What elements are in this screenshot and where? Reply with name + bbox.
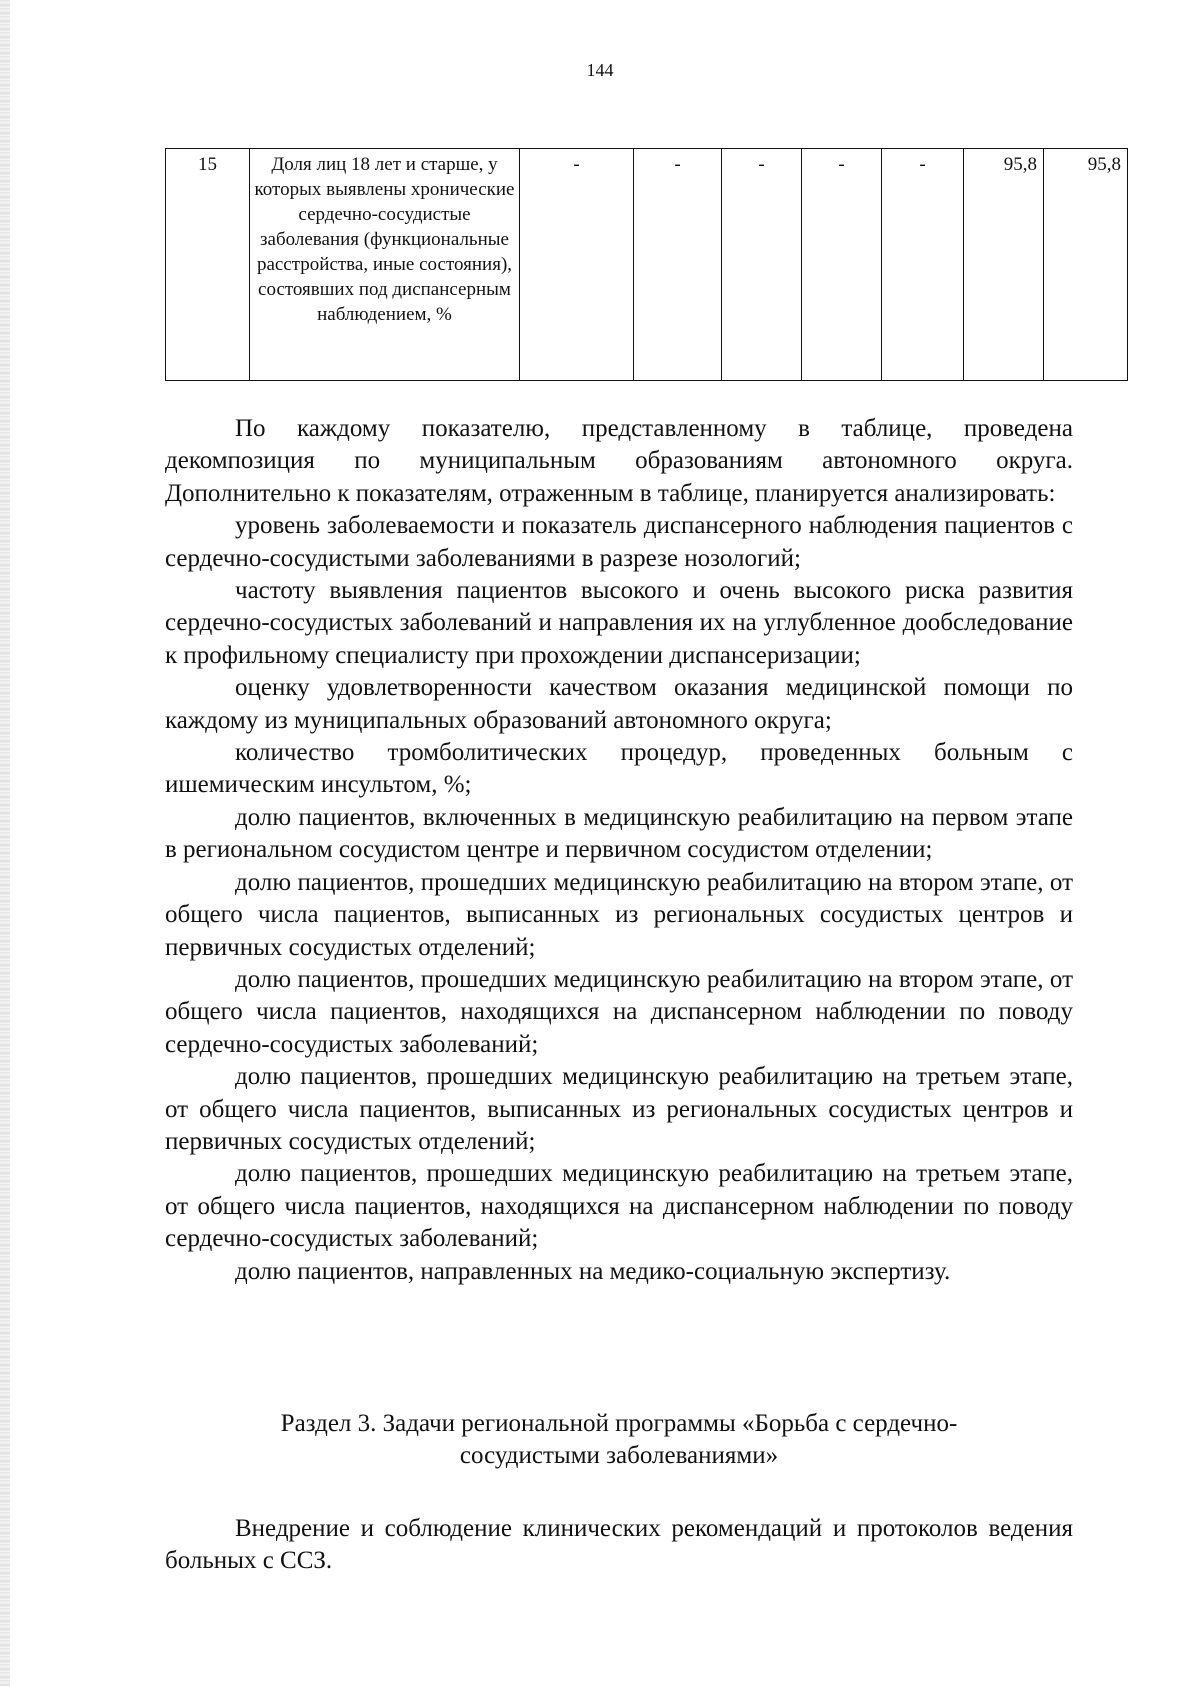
paragraph: долю пациентов, прошедших медицинскую реабилитацию на втором этапе, от общего числа пациентов, находящихся на диспансерном наблюдении по поводу сердечно-сосудистых заболеваний; bbox=[165, 965, 1073, 1058]
indicator-name-cell: Доля лиц 18 лет и старше, у которых выявлены хронические сердечно-сосудистые заболевания (функциональные расстройства, иные состояния), состоявших под диспансерным наблюдением, % bbox=[250, 149, 520, 381]
section-heading-line: Раздел 3. Задачи региональной программы «Борьба с сердечно- bbox=[280, 1410, 958, 1437]
paragraph: По каждому показателю, представленному в таблице, проведена декомпозиция по муниципальным образованиям автономного округа. Дополнительно к показателям, отраженным в таблице, планируется анализировать: bbox=[165, 415, 1073, 507]
row-number-cell: 15 bbox=[166, 149, 250, 381]
scan-edge-artifact bbox=[0, 0, 10, 1686]
value-cell: - bbox=[722, 149, 802, 381]
value-cell: 95,8 bbox=[1044, 149, 1128, 381]
paragraph: долю пациентов, прошедших медицинскую реабилитацию на третьем этапе, от общего числа пациентов, выписанных из региональных сосудистых центров и первичных сосудистых отделений; bbox=[165, 1063, 1073, 1155]
page-number: 144 bbox=[586, 60, 614, 80]
value-cell: - bbox=[634, 149, 722, 381]
table-row bbox=[166, 149, 1128, 381]
paragraph: Внедрение и соблюдение клинических рекомендаций и протоколов ведения больных с ССЗ. bbox=[165, 1515, 1073, 1575]
value-cell: - bbox=[882, 149, 964, 381]
value-cell: - bbox=[802, 149, 882, 381]
paragraph: частоту выявления пациентов высокого и очень высокого риска развития сердечно-сосудистых заболеваний и направления их на углубленное дообследование к профильному специалисту при прохождении диспансеризации; bbox=[165, 577, 1073, 669]
paragraph: долю пациентов, включенных в медицинскую реабилитацию на первом этапе в региональном сосудистом центре и первичном сосудистом отделении; bbox=[165, 803, 1073, 864]
value-cell: - bbox=[520, 149, 634, 381]
indicator-table bbox=[165, 148, 1128, 381]
paragraph: долю пациентов, прошедших медицинскую реабилитацию на втором этапе, от общего числа пациентов, выписанных из региональных сосудистых центров и первичных сосудистых отделений; bbox=[165, 868, 1073, 961]
body-text bbox=[165, 413, 1073, 1288]
paragraph: долю пациентов, направленных на медико-социальную экспертизу. bbox=[235, 1257, 951, 1285]
paragraph: количество тромболитических процедур, проведенных больным с ишемическим инсультом, %; bbox=[165, 739, 1073, 799]
paragraph: долю пациентов, прошедших медицинскую реабилитацию на третьем этапе, от общего числа пациентов, находящихся на диспансерном наблюдении по поводу сердечно-сосудистых заболеваний; bbox=[165, 1160, 1073, 1253]
section-heading-line: сосудистыми заболеваниями» bbox=[459, 1442, 779, 1469]
paragraph: оценку удовлетворенности качеством оказания медицинской помощи по каждому из муниципальных образований автономного округа; bbox=[165, 674, 1073, 734]
value-cell: 95,8 bbox=[964, 149, 1044, 381]
paragraph: уровень заболеваемости и показатель диспансерного наблюдения пациентов с сердечно-сосудистыми заболеваниями в разрезе нозологий; bbox=[165, 512, 1073, 572]
closing-text bbox=[165, 1513, 1073, 1578]
section-heading bbox=[165, 1408, 1073, 1472]
